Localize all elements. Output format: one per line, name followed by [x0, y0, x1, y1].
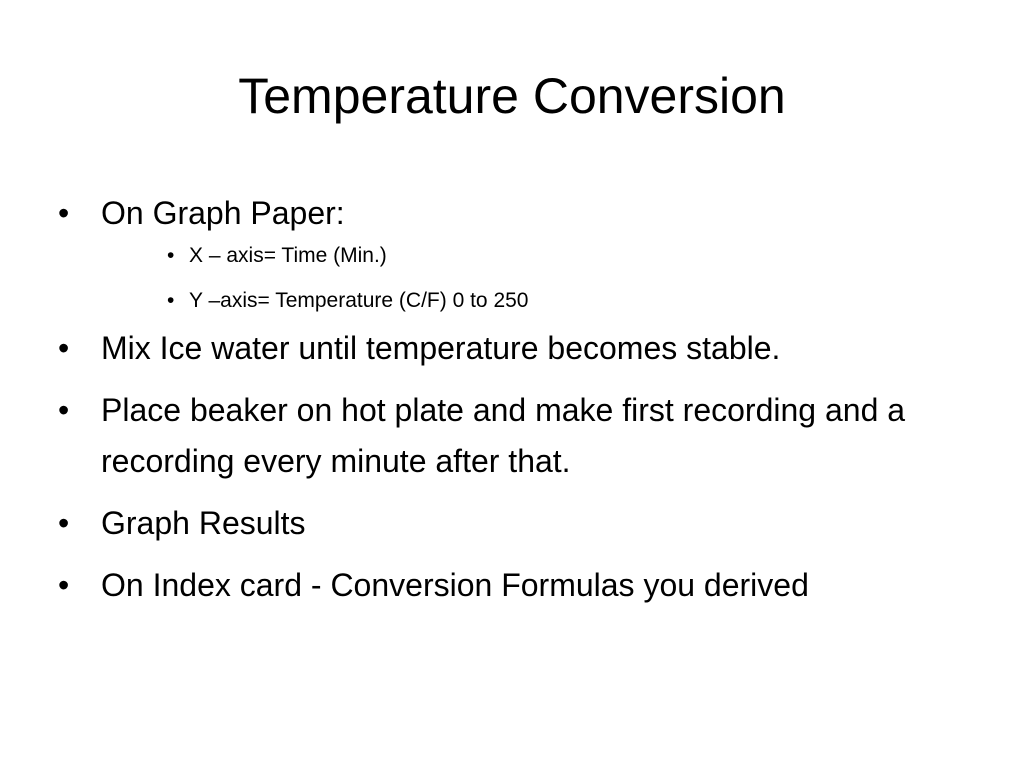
bullet-marker: •: [58, 195, 70, 231]
bullet-marker: •: [58, 392, 70, 428]
sub-bullet-text: Y –axis= Temperature (C/F) 0 to 250: [189, 289, 529, 312]
sub-bullet-item: [167, 239, 988, 272]
sub-bullet-marker: •: [167, 244, 175, 267]
bullet-item: [58, 560, 988, 611]
sub-bullet-item: [167, 284, 988, 317]
bullet-item: [58, 498, 988, 549]
bullet-text: On Index card - Conversion Formulas you derived: [101, 567, 809, 603]
sub-bullet-text: X – axis= Time (Min.): [189, 244, 387, 267]
bullet-text: Graph Results: [101, 505, 306, 541]
slide-title: Temperature Conversion: [238, 68, 786, 124]
bullet-item: [58, 385, 988, 487]
bullet-marker: •: [58, 330, 70, 366]
bullet-item: [58, 188, 988, 317]
bullet-marker: •: [58, 567, 70, 603]
bullet-item: [58, 323, 988, 374]
bullet-text: Place beaker on hot plate and make first recording and a recording every minute after that.: [101, 392, 906, 479]
bullet-text: On Graph Paper:: [101, 195, 345, 231]
bullet-marker: •: [58, 505, 70, 541]
sub-bullet-list: [101, 239, 988, 317]
bullet-list: [58, 188, 988, 622]
bullet-text: Mix Ice water until temperature becomes stable.: [101, 330, 781, 366]
sub-bullet-marker: •: [167, 289, 175, 312]
